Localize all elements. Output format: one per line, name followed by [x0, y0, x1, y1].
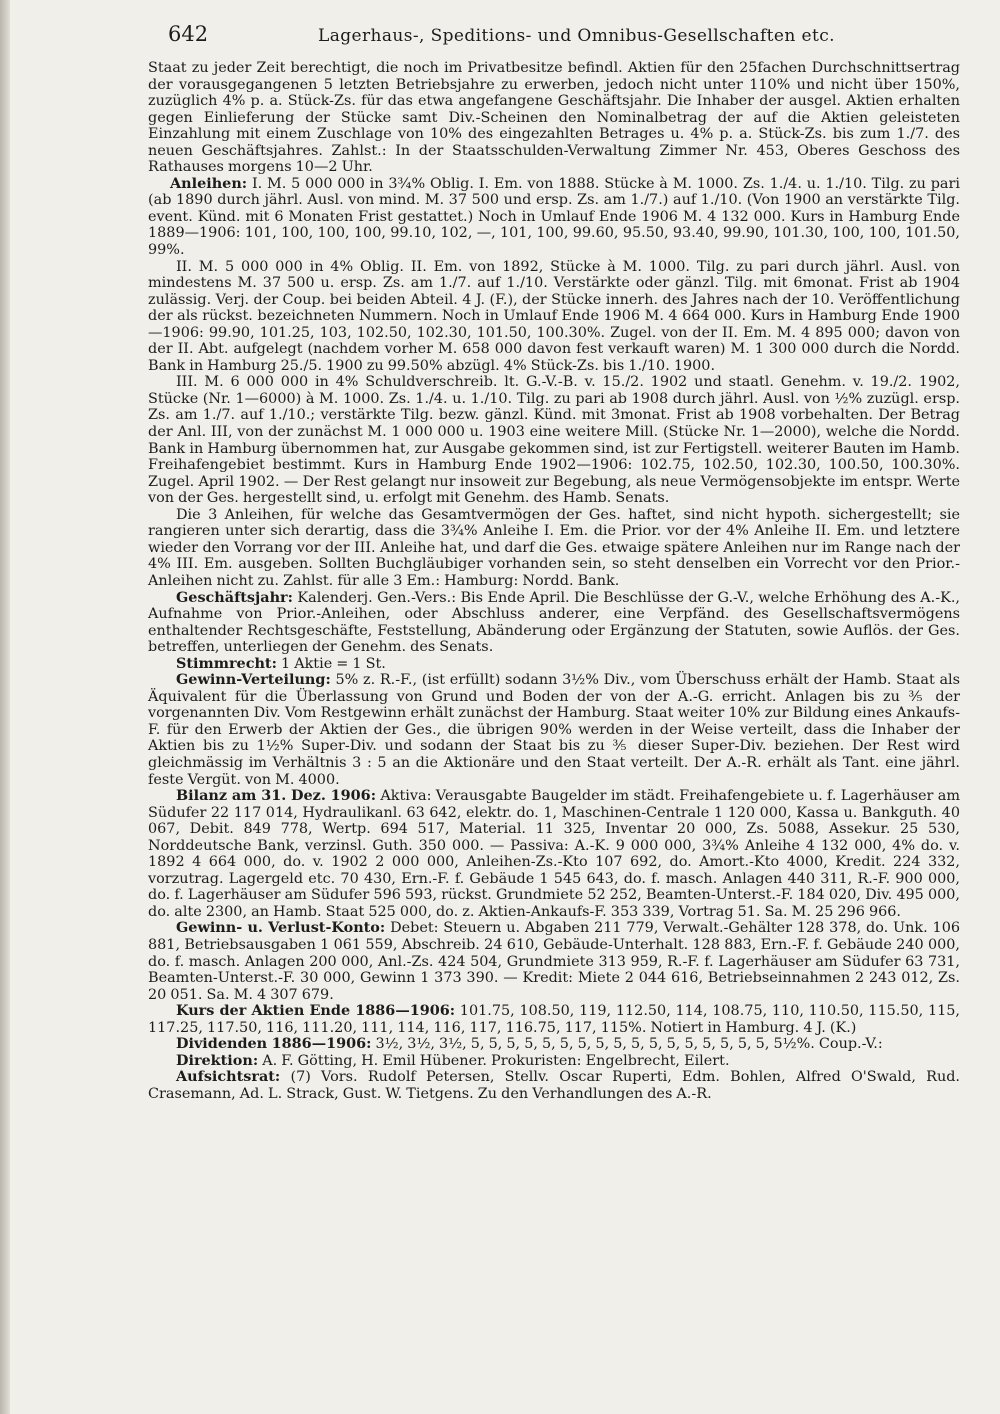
paragraph-direktion — [148, 1053, 960, 1070]
paragraph-text: II. M. 5 000 000 in 4% Oblig. II. Em. von 1892, Stücke à M. 1000. Tilg. zu pari durch jährl. Ausl. von mindestens M. 37 500 u. ersp. Zs. am 1./7. auf 1./10. Verstärkte oder gänzl. Tilg. mit 6monat. Frist ab 1904 zulässig. Verj. der Coup. bei beiden Abteil. 4 J. (F.), der Stücke innerh. des Jahres nach der 10. Veröffentlichung der als rückst. bezeichneten Nummern. Noch in Umlauf Ende 1906 M. 4 664 000. Kurs in Hamburg Ende 1900—1906: 99.90, 101.25, 103, 102.50, 102.30, 101.50, 100.30%. Zugel. von der II. Em. M. 4 895 000; davon von der II. Abt. aufgelegt (nachdem vorher M. 658 000 davon fest verkauft waren) M. 1 300 000 durch die Nordd. Bank in Hamburg 25./5. 1900 zu 99.50% abzügl. 4% Stück-Zs. bis 1./10. 1900. — [148, 258, 960, 374]
paragraph-text: A. F. Götting, H. Emil Hübener. Prokuristen: Engelbrecht, Eilert. — [262, 1052, 730, 1069]
paragraph-text: 3½, 3½, 3½, 5, 5, 5, 5, 5, 5, 5, 5, 5, 5, 5, 5, 5, 5, 5, 5, 5, 5½%. Coup.-V.: — [375, 1036, 883, 1053]
page-number: 642 — [168, 22, 209, 46]
paragraph-text: Staat zu jeder Zeit berechtigt, die noch im Privatbesitze befindl. Aktien für den 25fachen Durchschnittsertrag der vorausgegangenen 5 letzten Betriebsjahre zu erwerben, jedoch nicht unter 110% und nicht über 150%, zuzüglich 4% p. a. Stück-Zs. für das etwa angefangene Geschäftsjahr. Die Inhaber der ausgel. Aktien erhalten gegen Einlieferung der Stücke samt Div.-Scheinen den Nominalbetrag der auf die Aktien geleisteten Einzahlung mit einem Zuschlage von 10% des eingezahlten Betrages u. 4% p. a. Stück-Zs. bis zum 1./7. des neuen Geschäftsjahres. Zahlst.: In der Staatsschulden-Verwaltung Zimmer Nr. 453, Oberes Geschoss des Rathauses morgens 10—2 Uhr. — [148, 60, 960, 176]
section-heading: Gewinn- u. Verlust-Konto: — [176, 919, 386, 937]
paragraph-text: Debet: Steuern u. Abgaben 211 779, Verwalt.-Gehälter 128 378, do. Unk. 106 881, Betriebsausgaben 1 061 559, Abschreib. 24 610, Gebäude-Unterhalt. 128 883, Ern.-F. f. Gebäude 240 000, do. f. masch. Anlagen 200 000, Anl.-Zs. 424 504, Grundmiete 313 959, R.-F. f. Lagerhäuser am Südufer 63 731, Beamten-Unterst.-F. 30 000, Gewinn 1 373 390. — Kredit: Miete 2 044 616, Betriebseinnahmen 2 243 012, Zs. 20 051. Sa. M. 4 307 679. — [148, 920, 961, 1003]
paragraph-text: 1 Aktie = 1 St. — [280, 655, 386, 672]
paragraph-kurs — [148, 1003, 960, 1036]
paragraph-text: Aktiva: Verausgabte Baugelder im städt. Freihafengebiete u. f. Lagerhäuser am Südufer 22 117 014, Hydraulikanl. 63 642, elektr. do. 1, Maschinen-Centrale 1 120 000, Kassa u. Bankguth. 40 067, Debit. 849 778, Wertp. 694 517, Material. 11 325, Inventar 20 000, Zs. 5088, Assekur. 25 530, Norddeutsche Bank, verzinsl. Guth. 350 000. — Passiva: A.-K. 9 000 000, 3¾% Anleihe 4 132 000, 4% do. v. 1892 4 664 000, do. v. 1902 2 000 000, Anleihen-Zs.-Kto 107 692, do. Amort.-Kto 4000, Kredit. 224 332, vorzutrag. Lagergeld etc. 70 430, Ern.-F. f. Gebäude 1 545 643, do. f. masch. Anlagen 440 311, R.-F. 900 000, do. f. Lagerhäuser am Südufer 596 593, rückst. Grundmiete 52 252, Beamten-Unterst.-F. 184 020, Div. 495 000, do. alte 2300, an Hamb. Staat 525 000, do. z. Aktien-Ankaufs-F. 353 339, Vortrag 51. Sa. M. 25 296 966. — [148, 788, 960, 920]
document-body — [148, 60, 960, 1102]
paragraph-anleihen-rang — [148, 507, 960, 590]
section-heading: Dividenden 1886—1906: — [176, 1035, 372, 1053]
paragraph-text: 101.75, 108.50, 119, 112.50, 114, 108.75, 110, 110.50, 115.50, 115, 117.25, 117.50, 116, 111.20, 111, 114, 116, 117, 116.75, 117, 115%. Notiert in Hamburg. 4 J. (K.) — [148, 1003, 960, 1036]
running-title: Lagerhaus-, Speditions- und Omnibus-Gesellschaften etc. — [318, 26, 835, 46]
page-binding-edge — [0, 0, 10, 1414]
paragraph-intro — [148, 60, 960, 176]
paragraph-text: III. M. 6 000 000 in 4% Schuldverschreib. lt. G.-V.-B. v. 15./2. 1902 und staatl. Genehm. v. 19./2. 1902, Stücke (Nr. 1—6000) à M. 1000. Zs. 1./4. u. 1./10. Tilg. zu pari ab 1908 durch jährl. Ausl. von ½% zuzügl. ersp. Zs. am 1./7. auf 1./10.; verstärkte Tilg. bezw. gänzl. Künd. mit 3monat. Frist ab 1908 vorbehalten. Der Betrag der Anl. III, von der zunächst M. 1 000 000 u. 1903 eine weitere Mill. (Stücke Nr. 1—2000), welche die Nordd. Bank in Hamburg übernommen hat, zur Ausgabe gekommen sind, ist zur Fertigstell. weiterer Bauten im Hamb. Freihafengebiet bestimmt. Kurs in Hamburg Ende 1902—1906: 102.75, 102.50, 102.30, 100.50, 100.30%. Zugel. April 1902. — Der Rest gelangt nur insoweit zur Begebung, als neue Vermögensobjekte im entspr. Werte von der Ges. hergestellt sind, u. erfolgt mit Genehm. des Hamb. Senats. — [148, 374, 960, 507]
section-heading: Direktion: — [176, 1051, 259, 1069]
section-heading: Gewinn-Verteilung: — [176, 671, 331, 689]
paragraph-gewinn-verteilung — [148, 672, 960, 788]
section-heading: Aufsichtsrat: — [176, 1068, 281, 1086]
paragraph-text: Die 3 Anleihen, für welche das Gesamtvermögen der Ges. haftet, sind nicht hypoth. sichergestellt; sie rangieren unter sich derartig, dass die 3¾% Anleihe I. Em. die Prior. vor der 4% Anleihe II. Em. und letztere wieder den Vorrang vor der III. Anleihe hat, und darf die Ges. etwaige spätere Anleihen nur im Range nach der 4% III. Em. ausgeben. Sollten Buchgläubiger vorhanden sein, so steht denselben ein Vorrecht vor den Prior.-Anleihen nicht zu. Zahlst. für alle 3 Em.: Hamburg: Nordd. Bank. — [148, 506, 960, 589]
section-heading: Stimmrecht: — [176, 654, 277, 672]
paragraph-stimmrecht — [148, 656, 960, 673]
paragraph-geschaeftsjahr — [148, 590, 960, 656]
paragraph-anleihen — [148, 176, 960, 259]
section-heading: Kurs der Aktien Ende 1886—1906: — [176, 1002, 456, 1020]
paragraph-text: (7) Vors. Rudolf Petersen, Stellv. Oscar Ruperti, Edm. Bohlen, Alfred O'Swald, Rud. Crasemann, Ad. L. Strack, Gust. W. Tietgens. Zu den Verhandlungen des A.-R. — [148, 1069, 960, 1102]
section-heading: Anleihen: — [170, 174, 248, 192]
section-heading: Bilanz am 31. Dez. 1906: — [176, 787, 377, 805]
paragraph-dividenden — [148, 1036, 960, 1053]
paragraph-text: I. M. 5 000 000 in 3¾% Oblig. I. Em. von 1888. Stücke à M. 1000. Zs. 1./4. u. 1./10. Tilg. zu pari (ab 1890 durch jährl. Ausl. von mind. M. 37 500 und ersp. Zs. am 1./7.) auf 1./10. (Von 1900 an verstärkte Tilg. event. Künd. mit 6 Monaten Frist gestattet.) Noch in Umlauf Ende 1906 M. 4 132 000. Kurs in Hamburg Ende 1889—1906: 101, 100, 100, 100, 99.10, 102, —, 101, 100, 99.60, 95.50, 93.40, 99.90, 101.30, 100, 100, 101.50, 99%. — [148, 175, 960, 259]
paragraph-text: 5% z. R.-F., (ist erfüllt) sodann 3½% Div., vom Überschuss erhält der Hamb. Staat als Äquivalent für die Überlassung von Grund und Boden der von der A.-G. erricht. Anlagen bis zu ⅗ der vorgenannten Div. Vom Restgewinn erhält zunächst der Hamburg. Staat weiter 10% zur Bildung eines Ankaufs-F. für den Erwerb der Aktien der Ges., die übrigen 90% werden in der Weise verteilt, dass die Inhaber der Aktien bis zu 1½% Super-Div. und sodann der Staat bis zu ⅗ dieser Super-Div. beziehen. Der Rest wird gleichmässig im Verhältnis 3 : 5 an die Aktionäre und den Staat verteilt. Der A.-R. erhält als Tant. eine jährl. feste Vergüt. von M. 4000. — [148, 672, 961, 788]
paragraph-gewinn-verlust — [148, 920, 960, 1003]
paragraph-text: Kalenderj. Gen.-Vers.: Bis Ende April. Die Beschlüsse der G.-V., welche Erhöhung des A.-K., Aufnahme von Prior.-Anleihen, oder Abschluss anderer, eine Verpfänd. des Gesellschaftsvermögens enthaltender Rechtsgeschäfte, Feststellung, Abänderung oder Ergänzung der Statuten, sowie Auflös. der Ges. betreffen, unterliegen der Genehm. des Senats. — [148, 589, 960, 656]
paragraph-anleihe-ii — [148, 259, 960, 375]
paragraph-bilanz — [148, 788, 960, 920]
paragraph-aufsichtsrat — [148, 1069, 960, 1102]
page-header — [168, 22, 960, 46]
paragraph-anleihe-iii — [148, 374, 960, 506]
section-heading: Geschäftsjahr: — [176, 588, 293, 606]
